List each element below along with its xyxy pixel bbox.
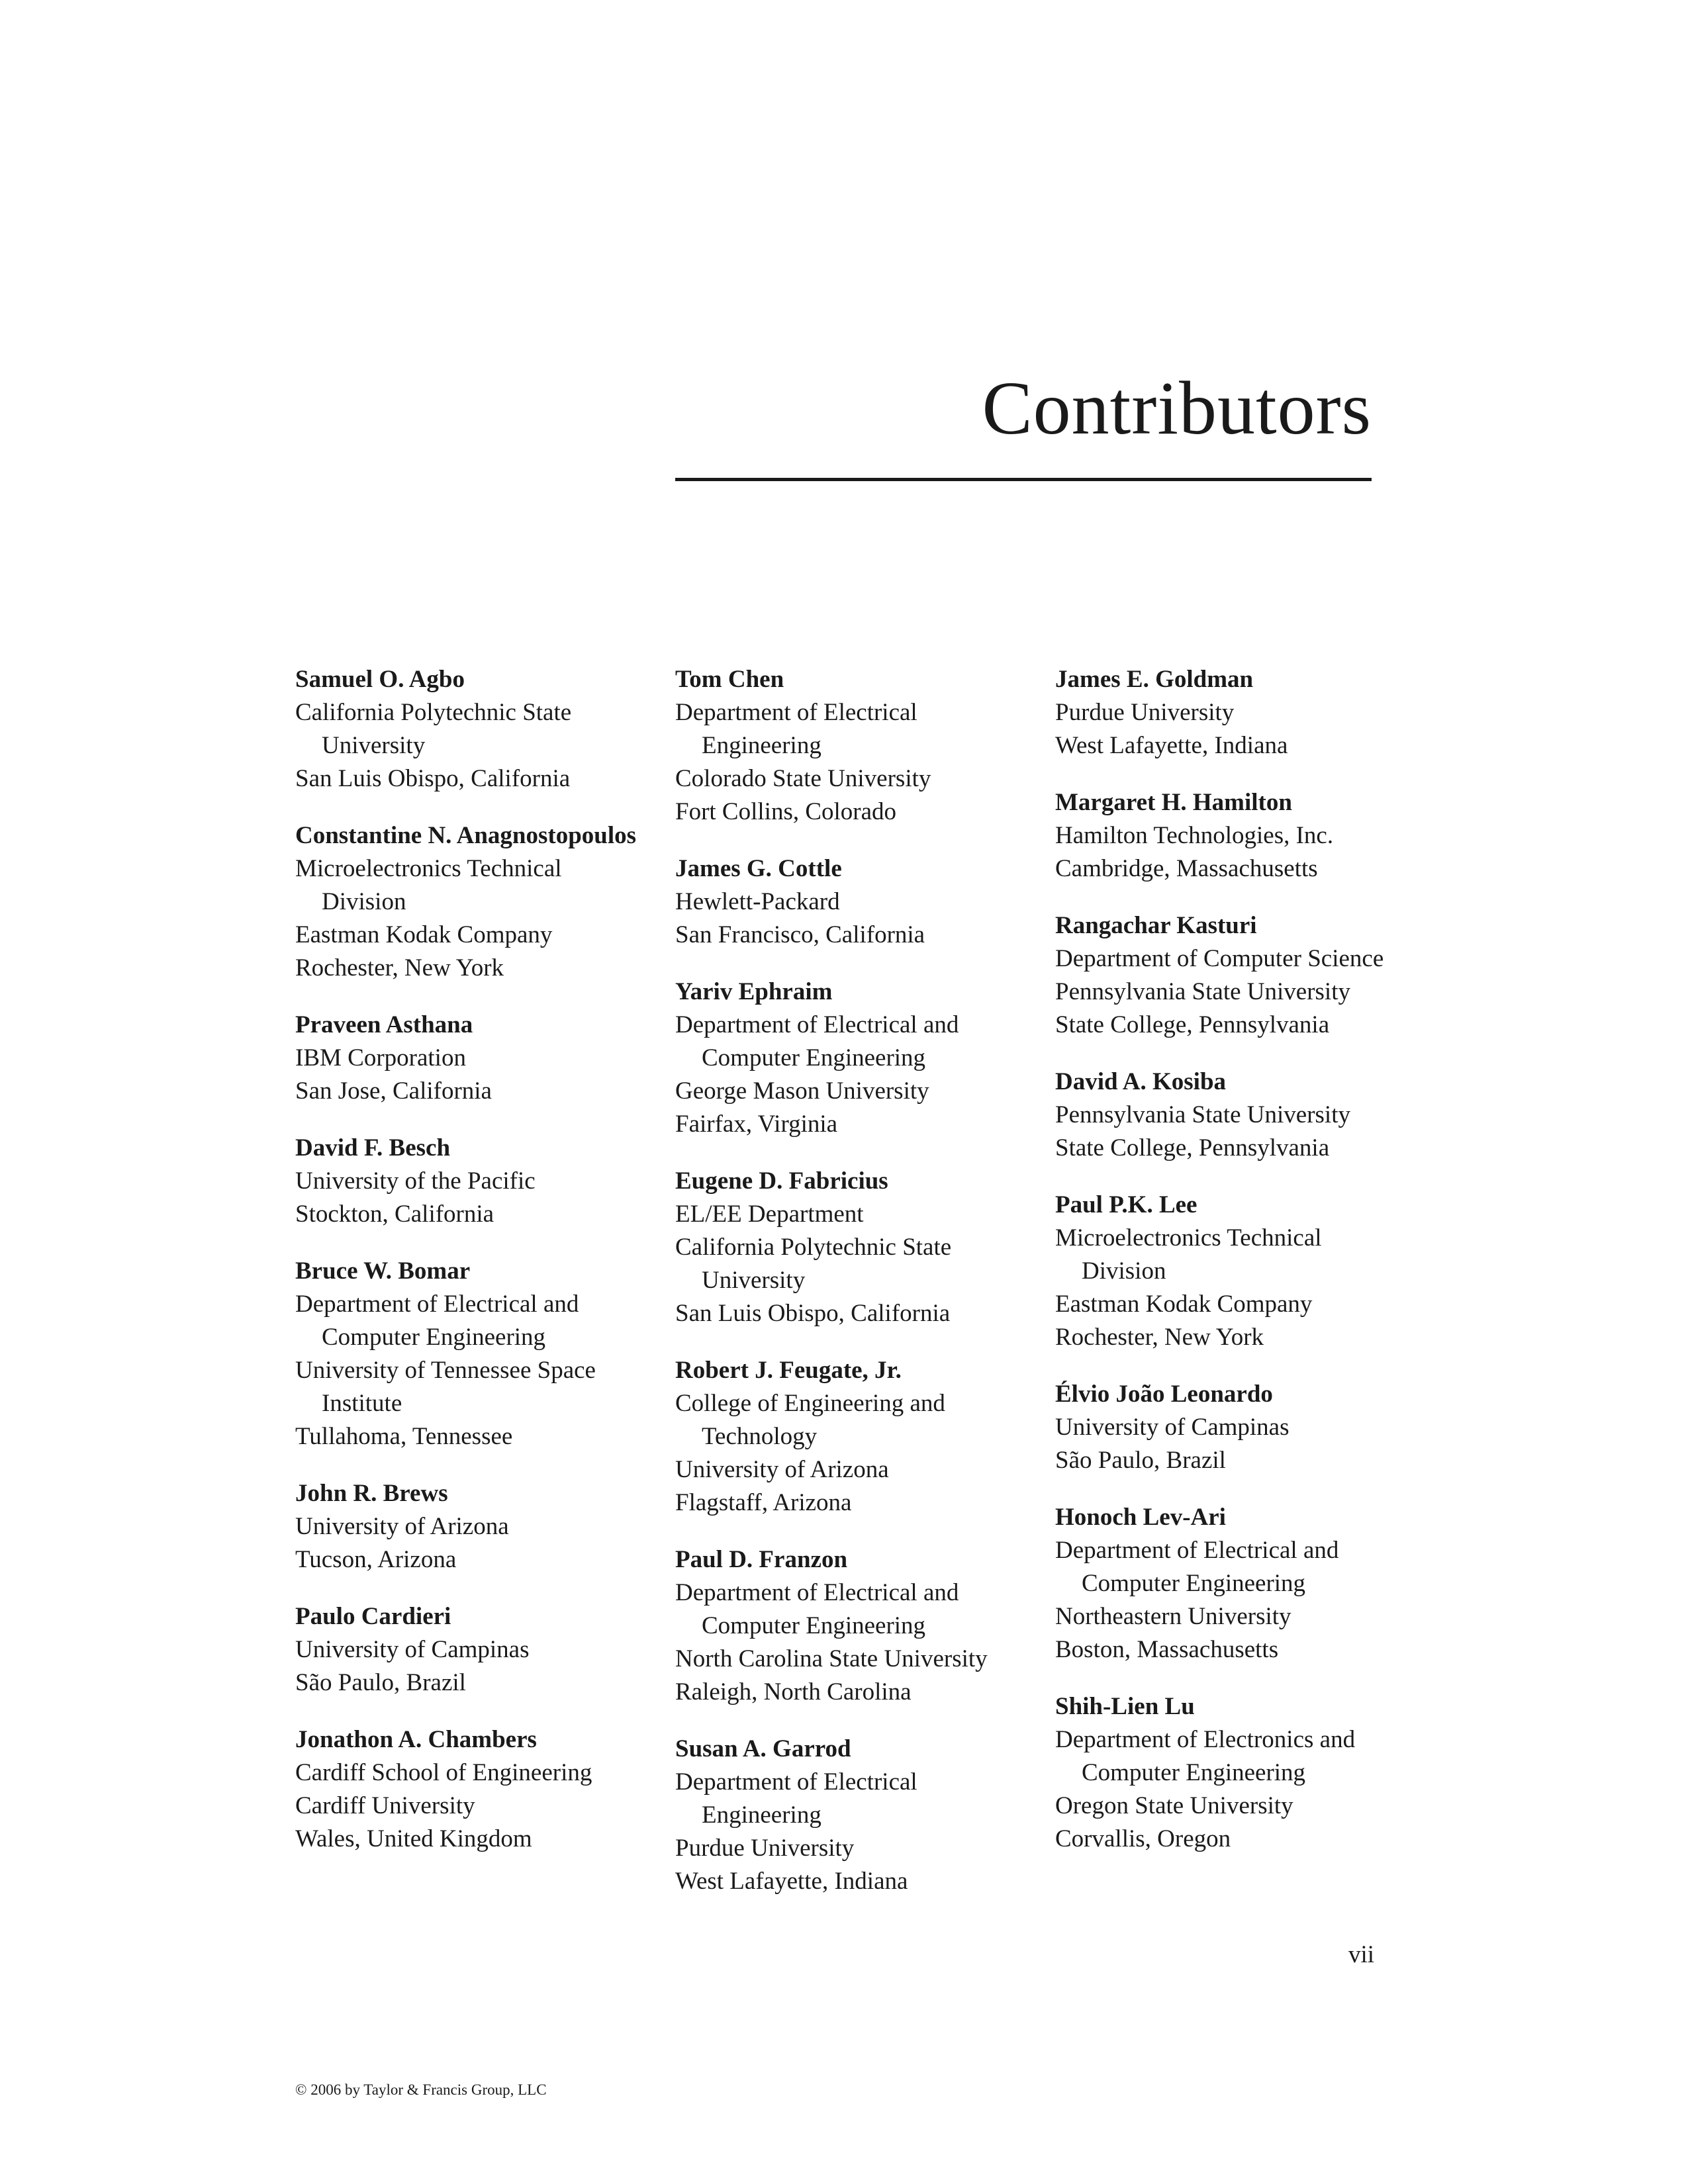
- contributor-affiliation-line: Corvallis, Oregon: [1055, 1825, 1231, 1852]
- contributor-affiliation-line: Department of Electronics and Computer Engineering: [1055, 1726, 1356, 1786]
- contributor-name: Élvio João Leonardo: [1055, 1381, 1273, 1408]
- contributor-affiliation-line: University of Campinas: [295, 1636, 530, 1663]
- contributor-affiliation-line: Microelectronics Technical Division: [1055, 1224, 1322, 1285]
- contributor-entry: [1055, 1189, 1406, 1354]
- contributor-entry: [675, 663, 1026, 829]
- contributor-affiliation-line: Eastman Kodak Company: [1055, 1291, 1313, 1318]
- contributor-affiliation-line: College of Engineering and Technology: [675, 1390, 945, 1450]
- contributor-affiliation-line: Colorado State University: [675, 765, 931, 792]
- contributor-affiliation-line: IBM Corporation: [295, 1044, 466, 1071]
- contributor-entry: [295, 1477, 646, 1576]
- contributor-name: Susan A. Garrod: [675, 1735, 851, 1762]
- contributor-affiliation-line: University of Arizona: [675, 1456, 889, 1483]
- contributor-affiliation-line: Department of Electrical and Computer Engineering: [675, 1011, 959, 1071]
- contributor-affiliation-line: Hewlett-Packard: [675, 888, 840, 915]
- contributor-affiliation-line: São Paulo, Brazil: [295, 1669, 466, 1696]
- contributor-entry: [295, 1255, 646, 1453]
- contributor-name: Tom Chen: [675, 666, 784, 693]
- contributor-name: David F. Besch: [295, 1134, 451, 1161]
- contributor-entry: [1055, 909, 1406, 1042]
- title-rule: [675, 478, 1372, 481]
- contributor-entry: [675, 976, 1026, 1141]
- contributor-entry: [1055, 1690, 1406, 1856]
- contributor-entry: [295, 1600, 646, 1700]
- contributor-affiliation-line: George Mason University: [675, 1077, 929, 1105]
- contributor-affiliation-line: Department of Electrical Engineering: [675, 1768, 917, 1829]
- contributor-affiliation-line: North Carolina State University: [675, 1645, 988, 1672]
- contributor-entry: [1055, 1501, 1406, 1666]
- contributor-name: Praveen Asthana: [295, 1011, 473, 1038]
- contributor-affiliation-line: Purdue University: [675, 1835, 855, 1862]
- contributor-entry: [295, 663, 646, 796]
- contributor-name: Shih-Lien Lu: [1055, 1693, 1195, 1720]
- contributor-entry: [1055, 663, 1406, 762]
- contributor-name: John R. Brews: [295, 1480, 448, 1507]
- contributor-affiliation-line: Cambridge, Massachusetts: [1055, 855, 1318, 882]
- contributor-affiliation-line: Pennsylvania State University: [1055, 1101, 1350, 1128]
- contributor-name: Honoch Lev-Ari: [1055, 1504, 1226, 1531]
- contributor-affiliation-line: University of Arizona: [295, 1513, 509, 1540]
- contributor-affiliation-line: Cardiff School of Engineering: [295, 1759, 592, 1786]
- contributor-name: Paul D. Franzon: [675, 1546, 848, 1573]
- copyright-notice: © 2006 by Taylor & Francis Group, LLC: [295, 2081, 547, 2098]
- contributor-name: Constantine N. Anagnostopoulos: [295, 822, 637, 849]
- contributor-entry: [675, 1354, 1026, 1520]
- contributor-affiliation-line: Oregon State University: [1055, 1792, 1293, 1819]
- contributors-column-3: [1055, 663, 1406, 1880]
- contributor-entry: [1055, 786, 1406, 886]
- contributor-entry: [295, 819, 646, 985]
- contributor-affiliation-line: State College, Pennsylvania: [1055, 1011, 1330, 1038]
- contributor-affiliation-line: Eastman Kodak Company: [295, 921, 553, 948]
- contributor-entry: [295, 1009, 646, 1108]
- contributor-name: Paul P.K. Lee: [1055, 1191, 1197, 1218]
- contributor-name: Eugene D. Fabricius: [675, 1167, 888, 1195]
- contributor-affiliation-line: EL/EE Department: [675, 1201, 864, 1228]
- contributor-affiliation-line: Department of Electrical and Computer Engineering: [1055, 1537, 1339, 1597]
- contributor-affiliation-line: Department of Computer Science: [1055, 945, 1384, 972]
- contributor-affiliation-line: University of Campinas: [1055, 1414, 1289, 1441]
- contributor-affiliation-line: São Paulo, Brazil: [1055, 1447, 1226, 1474]
- contributor-entry: [295, 1723, 646, 1856]
- contributor-affiliation-line: Flagstaff, Arizona: [675, 1489, 852, 1516]
- contributor-affiliation-line: University of Tennessee Space Institute: [295, 1357, 596, 1417]
- contributor-affiliation-line: West Lafayette, Indiana: [1055, 732, 1288, 759]
- contributor-affiliation-line: Cardiff University: [295, 1792, 475, 1819]
- contributor-affiliation-line: Stockton, California: [295, 1201, 494, 1228]
- contributor-name: Jonathon A. Chambers: [295, 1726, 537, 1753]
- contributor-affiliation-line: San Luis Obispo, California: [675, 1300, 951, 1327]
- contributor-entry: [675, 1733, 1026, 1898]
- contributor-entry: [675, 1543, 1026, 1709]
- contributor-entry: [1055, 1378, 1406, 1477]
- contributor-affiliation-line: Northeastern University: [1055, 1603, 1291, 1630]
- contributor-affiliation-line: Microelectronics Technical Division: [295, 855, 562, 915]
- contributor-affiliation-line: Rochester, New York: [1055, 1324, 1264, 1351]
- contributor-affiliation-line: Tullahoma, Tennessee: [295, 1423, 513, 1450]
- contributor-name: James E. Goldman: [1055, 666, 1254, 693]
- contributor-name: Robert J. Feugate, Jr.: [675, 1357, 902, 1384]
- contributor-affiliation-line: State College, Pennsylvania: [1055, 1134, 1330, 1161]
- contributor-name: Margaret H. Hamilton: [1055, 789, 1292, 816]
- contributor-entry: [675, 852, 1026, 952]
- contributor-affiliation-line: Fort Collins, Colorado: [675, 798, 897, 825]
- contributor-affiliation-line: Fairfax, Virginia: [675, 1111, 838, 1138]
- contributor-affiliation-line: California Polytechnic State University: [295, 699, 572, 759]
- contributor-affiliation-line: Pennsylvania State University: [1055, 978, 1350, 1005]
- contributor-name: Yariv Ephraim: [675, 978, 833, 1005]
- contributor-affiliation-line: Tucson, Arizona: [295, 1546, 457, 1573]
- contributor-affiliation-line: Department of Electrical Engineering: [675, 699, 917, 759]
- contributor-affiliation-line: Purdue University: [1055, 699, 1235, 726]
- contributor-entry: [675, 1165, 1026, 1330]
- contributor-affiliation-line: University of the Pacific: [295, 1167, 536, 1195]
- contributor-affiliation-line: California Polytechnic State University: [675, 1234, 952, 1294]
- contributor-affiliation-line: Boston, Massachusetts: [1055, 1636, 1279, 1663]
- contributor-affiliation-line: San Luis Obispo, California: [295, 765, 571, 792]
- page-title: Contributors: [982, 366, 1372, 450]
- contributor-affiliation-line: Raleigh, North Carolina: [675, 1678, 912, 1706]
- contributor-affiliation-line: Department of Electrical and Computer Engineering: [295, 1291, 579, 1351]
- contributor-affiliation-line: Department of Electrical and Computer Engineering: [675, 1579, 959, 1639]
- contributor-name: Rangachar Kasturi: [1055, 912, 1257, 939]
- contributor-name: Bruce W. Bomar: [295, 1257, 471, 1285]
- contributor-affiliation-line: Rochester, New York: [295, 954, 504, 981]
- contributor-name: Paulo Cardieri: [295, 1603, 451, 1630]
- contributor-affiliation-line: Hamilton Technologies, Inc.: [1055, 822, 1334, 849]
- contributors-column-2: [675, 663, 1026, 1922]
- contributor-name: James G. Cottle: [675, 855, 842, 882]
- contributor-affiliation-line: West Lafayette, Indiana: [675, 1868, 908, 1895]
- contributor-entry: [1055, 1066, 1406, 1165]
- contributors-column-1: [295, 663, 646, 1880]
- contributor-affiliation-line: Wales, United Kingdom: [295, 1825, 532, 1852]
- contributor-entry: [295, 1132, 646, 1231]
- contributor-name: David A. Kosiba: [1055, 1068, 1227, 1095]
- contributor-name: Samuel O. Agbo: [295, 666, 465, 693]
- contributor-affiliation-line: San Francisco, California: [675, 921, 925, 948]
- page-number: vii: [1348, 1941, 1374, 1968]
- contributor-affiliation-line: San Jose, California: [295, 1077, 492, 1105]
